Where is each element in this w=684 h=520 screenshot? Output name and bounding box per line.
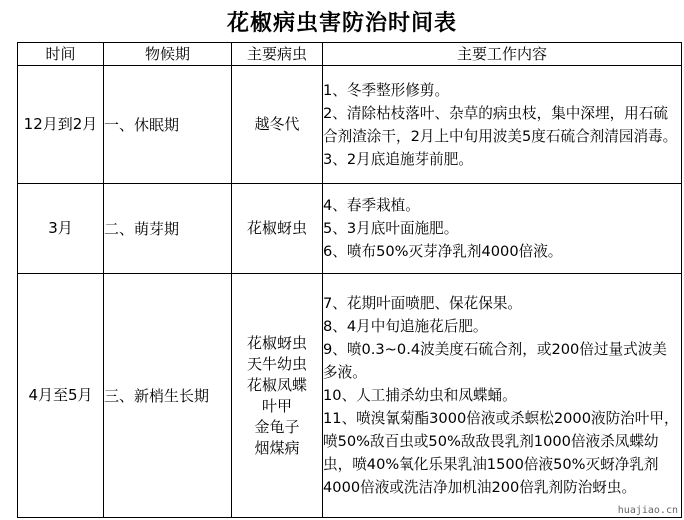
row-time: 3月: [18, 184, 104, 274]
work-item: 5、3月底叶面施肥。: [323, 220, 459, 237]
row-phenology: 三、新梢生长期: [104, 274, 232, 518]
work-item: 7、花期叶面喷肥、保花保果。: [323, 295, 523, 312]
table-row: [18, 184, 682, 274]
pest-item: 花椒蚜虫: [246, 333, 307, 352]
row-work-cell: [323, 184, 682, 274]
table-row: [18, 66, 682, 184]
pest-item: 烟煤病: [254, 438, 300, 457]
work-item: 1、冬季整形修剪。: [323, 81, 450, 99]
work-item: 2、清除枯枝落叶、杂草的病虫枝，集中深埋，用石硫合剂渣涂干，2月上中旬用波美5度石硫合剂清园消毒。: [323, 104, 678, 145]
page-title: 花椒病虫害防治时间表: [226, 10, 457, 36]
header-work: 主要工作内容: [323, 43, 682, 66]
work-item: 3、2月底追施芽前肥。: [323, 150, 473, 168]
pest-item: 天牛幼虫: [246, 354, 307, 373]
header-pest: 主要病虫: [232, 43, 323, 66]
row-work-cell: [323, 274, 682, 518]
row-time: 12月到2月: [18, 66, 104, 184]
table-row: [18, 274, 682, 518]
work-item: 9、喷0.3~0.4波美度石硫合剂，或200倍过量式波美多液。: [323, 341, 667, 381]
row-pest-cell: [232, 66, 323, 184]
work-item: 6、喷布50%灭芽净乳剂4000倍液。: [323, 243, 563, 260]
row-phenology: 二、萌芽期: [104, 184, 232, 274]
pest-item: 越冬代: [254, 115, 300, 133]
table-header-row: [18, 43, 682, 66]
row-phenology: 一、休眠期: [104, 66, 232, 184]
row-pest-cell: [232, 184, 323, 274]
row-work-cell: [323, 66, 682, 184]
row-time: 4月至5月: [18, 274, 104, 518]
pest-item: 花椒凤蝶: [246, 375, 307, 394]
header-phenology: 物候期: [104, 43, 232, 66]
pest-control-table: [17, 42, 682, 518]
pest-item: 花椒蚜虫: [246, 219, 307, 237]
work-item: 10、人工捕杀幼虫和凤蝶蛹。: [323, 387, 517, 404]
row-pest-cell: [232, 274, 323, 518]
pest-item: 金龟子: [254, 417, 300, 436]
pest-item: 叶甲: [261, 396, 292, 415]
work-item: 4、春季栽植。: [323, 197, 420, 214]
site-watermark: huajiao.cn: [617, 505, 678, 516]
header-time: 时间: [18, 43, 104, 66]
work-item: 8、4月中旬追施花后肥。: [323, 318, 488, 335]
work-item: 11、喷溴氰菊酯3000倍液或杀螟松2000液防治叶甲，喷50%敌百虫或50%敌敌畏乳剂1000倍液杀凤蝶幼虫，喷40%氧化乐果乳油1500倍液50%灭蚜净乳剂4000倍液或洗洁净加机油200倍乳剂防治蚜虫。: [323, 410, 679, 496]
